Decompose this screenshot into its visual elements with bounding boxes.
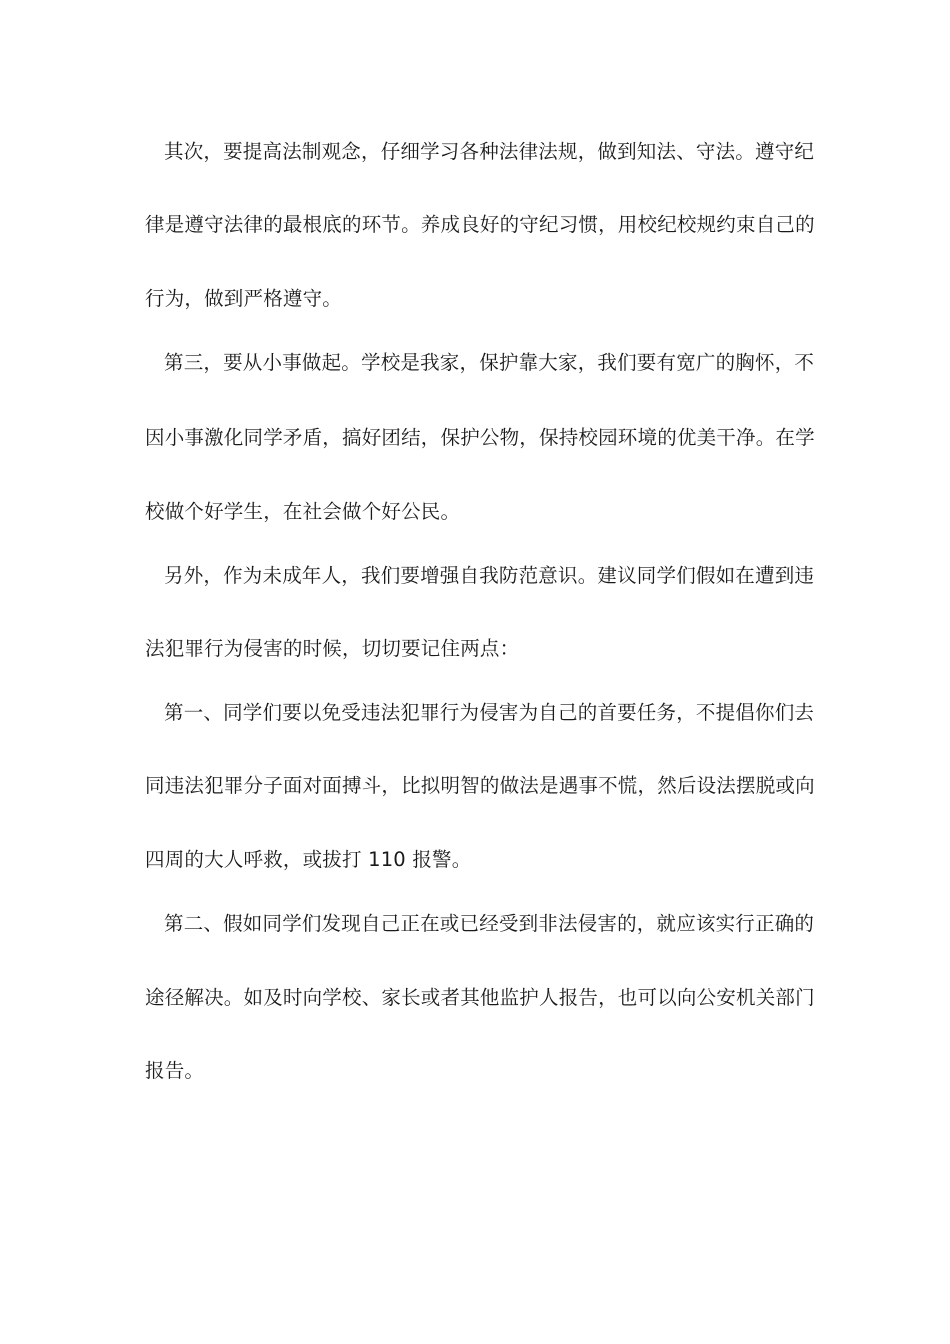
paragraph-line: 另外，作为未成年人，我们要增强自我防范意识。建议同学们假如在遭到违 — [164, 564, 815, 587]
paragraph-line: 律是遵守法律的最根底的环节。养成良好的守纪习惯，用校纪校规约束自己的 — [145, 213, 815, 236]
paragraph-line: 四周的大人呼救，或拔打 110 报警。 — [145, 848, 472, 871]
paragraph-line: 第一、同学们要以免受违法犯罪行为侵害为自己的首要任务，不提倡你们去 — [164, 701, 815, 724]
paragraph-line: 途径解决。如及时向学校、家长或者其他监护人报告，也可以向公安机关部门 — [145, 986, 815, 1009]
paragraph-line: 报告。 — [145, 1059, 205, 1082]
paragraph-line: 行为，做到严格遵守。 — [145, 287, 343, 310]
paragraph-line: 第三，要从小事做起。学校是我家，保护靠大家，我们要有宽广的胸怀，不 — [164, 351, 815, 374]
paragraph-line: 校做个好学生，在社会做个好公民。 — [145, 500, 461, 523]
paragraph-line: 法犯罪行为侵害的时候，切切要记住两点： — [145, 637, 520, 660]
paragraph-line: 同违法犯罪分子面对面搏斗，比拟明智的做法是遇事不慌，然后设法摆脱或向 — [145, 774, 815, 797]
paragraph-line: 其次，要提高法制观念，仔细学习各种法律法规，做到知法、守法。遵守纪 — [164, 140, 815, 163]
paragraph-line: 第二、假如同学们发现自己正在或已经受到非法侵害的，就应该实行正确的 — [164, 912, 815, 935]
paragraph-line: 因小事激化同学矛盾，搞好团结，保护公物，保持校园环境的优美干净。在学 — [145, 426, 815, 449]
